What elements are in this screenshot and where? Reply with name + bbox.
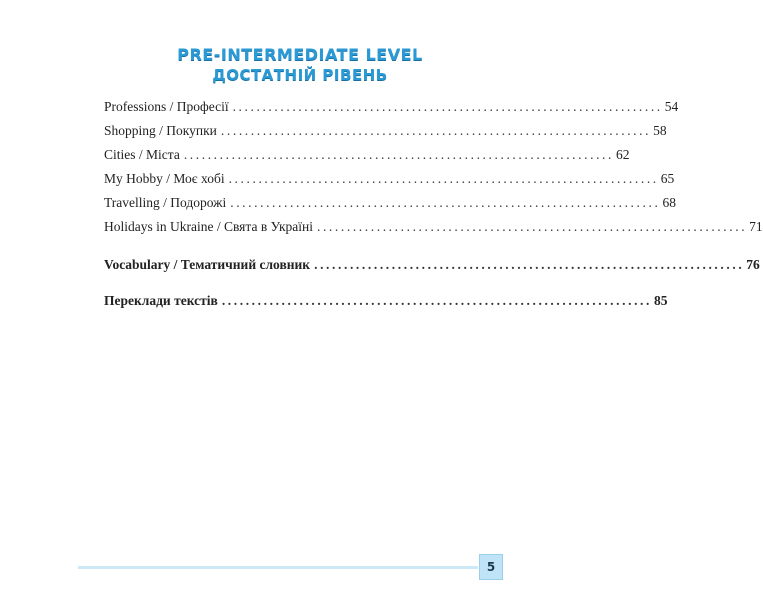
toc-entry-page: 71 [749,219,763,234]
toc-entry-page: 85 [654,293,668,308]
toc-entry-translations[interactable] [104,293,668,317]
level-title-ua: ДОСТАТНІЙ РІВЕНЬ [212,66,388,84]
toc-spacer [104,281,468,293]
toc-entry-page: 54 [664,99,679,114]
toc-entry-title: Переклади текстів [104,293,218,308]
level-title-en: PRE-INTERMEDIATE LEVEL [177,45,423,64]
toc-entry-page: 65 [660,171,675,186]
toc-entry-page: 76 [746,257,760,272]
toc-entry-title: Cities / Міста [104,147,180,162]
dot-leader: ........................................................................ [232,99,663,114]
toc-entry-title: Holidays in Ukraine / Свята в Україні [104,219,313,234]
dot-leader: ........................................................................ [220,123,652,138]
toc-entry-page: 62 [616,147,630,162]
toc-entry-page: 58 [653,123,667,138]
toc-entry-title: My Hobby / Моє хобі [104,171,225,186]
dot-leader: ........................................................................ [314,257,745,272]
toc-entry-title: Vocabulary / Тематичний словник [104,257,311,272]
level-header [0,44,600,86]
table-of-contents [104,99,763,317]
toc-entry-holidays[interactable] [104,219,763,243]
page-number-badge: 5 [479,554,503,580]
toc-entry-title: Travelling / Подорожі [104,195,227,210]
toc-entry-travelling[interactable] [104,195,676,219]
dot-leader: ........................................................................ [221,293,653,308]
footer-rule [78,566,478,569]
toc-entry-professions[interactable] [104,99,679,123]
toc-entry-cities[interactable] [104,147,630,171]
toc-entry-vocabulary[interactable] [104,257,760,281]
toc-entry-my-hobby[interactable] [104,171,675,195]
toc-entry-page: 68 [662,195,676,210]
toc-entry-shopping[interactable] [104,123,667,147]
toc-spacer [104,243,468,257]
toc-entry-title: Shopping / Покупки [104,123,217,138]
dot-leader: ........................................................................ [230,195,661,210]
toc-entry-title: Professions / Професії [104,99,229,114]
dot-leader: ........................................................................ [183,147,615,162]
dot-leader: ........................................................................ [316,219,748,234]
dot-leader: ........................................................................ [228,171,659,186]
